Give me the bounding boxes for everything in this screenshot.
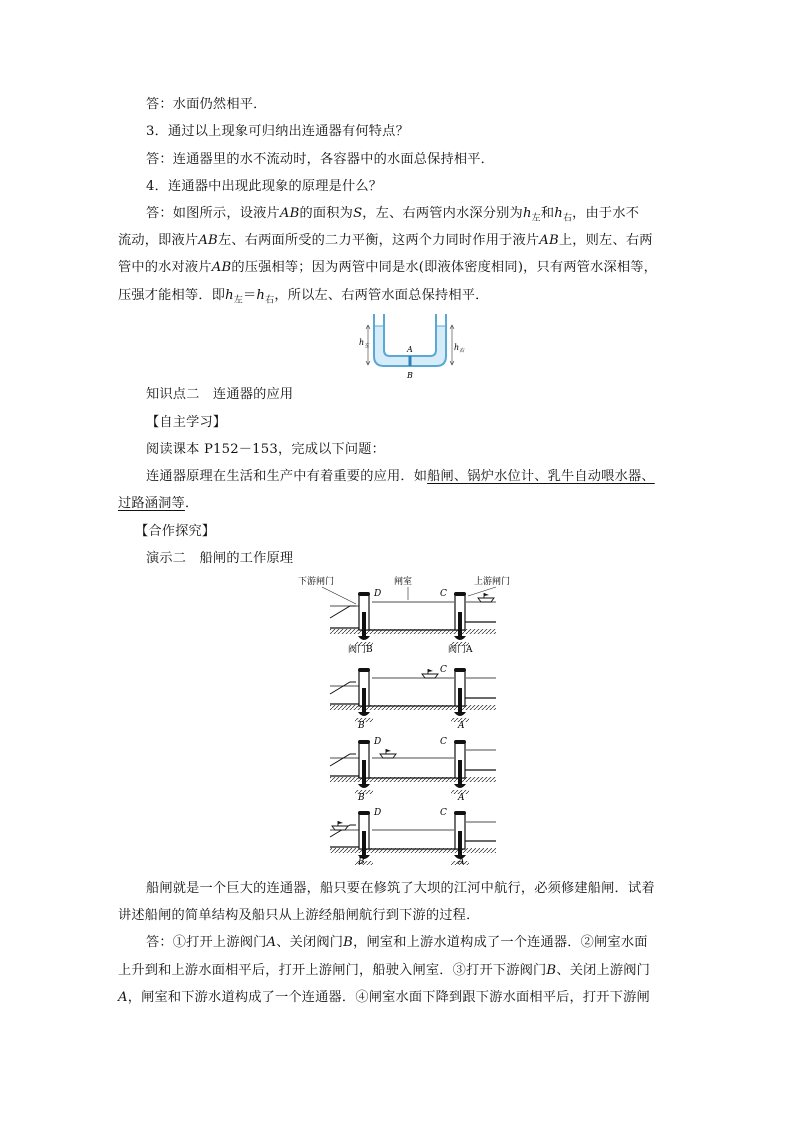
ship-lock-answer-line-3 [118,988,678,1008]
answer-4-line-3 [118,258,678,278]
boat-flag [484,593,489,596]
text-run: 答：如图所示，设液片 [146,206,280,221]
label-b: B [407,371,413,380]
heading-self-study: 【自主学习】 [146,415,227,430]
application-line-1 [146,467,678,487]
text-run: 上，则左、右两 [558,233,653,248]
valve-b [362,760,366,784]
valve-a-label: A [458,857,465,866]
text-run: 压强才能相等．即 [118,288,226,303]
math-subscript: 右 [265,295,275,306]
h-left-label: $h_左$ [359,338,370,349]
ship-lock-intro-line-1: 船闸就是一个巨大的连通器，船只要在修筑了大坝的江河中航行，必须修建船闸．试着 [146,881,655,896]
text-run: ，所以左、右两管水面总保持相平． [274,288,489,303]
math-var: S [353,206,363,221]
canal-bottom [330,622,496,630]
valve-a [458,688,462,712]
ground-hatch [330,705,496,710]
question-3: 3．通过以上现象可归纳出连通器有何特点？ [146,124,409,139]
valve-a-base [454,636,466,640]
downstream-bank [330,754,356,766]
math-var: A [118,990,128,1005]
math-var: AB [211,260,232,275]
label-a: A [407,345,413,354]
canal-bottom [330,770,496,778]
text-run: ＝ [243,288,257,303]
answer-4-line-4 [118,286,678,311]
gate-c-label: C [440,665,447,675]
math-subscript: 右 [562,213,573,224]
valve-a-label: A [458,721,465,731]
valve-a-base [454,712,466,716]
math-subscript: 左 [531,213,541,224]
text-run: 上升到和上游水面相平后，打开上游闸门，船驶入闸室．③打开下游阀门 [118,963,547,978]
downstream-bank [330,606,356,618]
text-run: 、关闭上游阀门 [556,963,651,978]
math-var: h [256,288,266,303]
text-run: ，闸室和上游水道构成了一个连通器．②闸室水面 [353,935,648,950]
answer-3: 答：连通器里的水不流动时，各容器中的水面总保持相平． [146,152,495,167]
question-4: 4．连通器中出现此现象的原理是什么？ [146,179,383,194]
math-var: AB [279,206,300,221]
gate-c-cap [454,592,466,596]
valve-a [458,760,462,784]
math-subscript: 左 [233,295,244,306]
label-chamber: 闸室 [394,577,413,587]
h-right-label: $h_右$ [454,343,465,354]
valve-b-label: B [358,857,365,866]
gate-d-label: D [374,737,382,747]
boat-flag [338,821,343,824]
boat [422,674,438,678]
valve-b-base [358,636,370,640]
gate-c-cap [454,811,466,815]
canal-bottom [330,698,496,706]
lock-panels [330,592,496,865]
math-var: A [266,935,277,950]
text-run: 流动，即液片 [118,233,199,248]
text-run: 和 [540,206,555,221]
ground-hatch [330,629,496,634]
math-var: B [546,963,557,978]
valve-b [362,612,366,636]
heading-cooperative-inquiry: 【合作探究】 [135,524,216,539]
text-run: ，左、右两管内水深分别为 [362,206,523,221]
text-run: ，由于水不 [572,206,640,221]
math-var: AB [198,233,218,248]
canal-bottom [330,841,496,849]
gate-c-label: C [440,589,447,599]
text-run: 管中的水对液片 [118,260,212,275]
gate-d-cap [358,811,370,815]
answer-water-level: 答：水面仍然相平． [146,97,267,112]
label-downstream-gate: 下游闸门 [298,577,335,587]
leader-upstream-gate [468,587,496,596]
valve-b-label: B [358,721,365,731]
valve-b [362,688,366,712]
text-run: 左、右两面所受的二力平衡，这两个力同时作用于液片 [217,233,540,248]
math-var: h [225,288,234,303]
demo-2-title: 演示二 船闸的工作原理 [146,551,294,566]
valve-a-base [454,784,466,788]
answer-4-line-2 [118,231,678,251]
ship-lock-intro-line-2: 讲述船闸的简单结构及船只从上游经船闸航行到下游的过程． [118,908,480,923]
valve-b-label: B [358,793,365,803]
valve-b-base [358,784,370,788]
application-line-2 [118,494,678,514]
text-run: 的面积为 [299,206,354,221]
valve-b-label: 阀门B [348,645,373,655]
leader-downstream-gate [322,587,356,604]
ground-hatch [330,777,496,782]
text-run: ，闸室和下游水道构成了一个连通器．④闸室水面下降到跟下游水面相平后，打开下游闸 [127,990,650,1005]
text-run: 答：①打开上游阀门 [146,935,267,950]
gate-d-cap [358,740,370,744]
valve-a-label: A [458,793,465,803]
math-var: h [522,206,532,221]
valve-a-label: 阀门A [448,645,473,655]
downstream-bank [330,682,356,694]
underlined-answer: 过路涵洞等 [118,496,185,511]
boat-flag [386,749,391,752]
reading-instruction: 阅读课本 P152－153，完成以下问题： [146,442,386,457]
gate-c-label: C [440,737,447,747]
underlined-answer: 船闸、锅炉水位计、乳牛自动喂水器、 [427,469,655,484]
boat-flag [428,669,433,672]
ship-lock-answer-line-1 [146,933,678,953]
valve-b-base [358,712,370,716]
u-tube-svg [356,312,466,380]
gate-d-label: D [374,808,382,818]
label-upstream-gate: 上游闸门 [474,577,511,587]
ship-lock-svg [296,572,528,866]
boat [332,826,348,830]
valve-b [362,831,366,855]
gate-d-cap [358,592,370,596]
ship-lock-answer-line-2 [118,961,678,981]
valve-a [458,612,462,636]
ground-hatch [330,848,496,853]
text-run: 、关闭阀门 [276,935,344,950]
gate-c-cap [454,740,466,744]
text-run: 的压强相等；因为两管中同是水(即液体密度相同)，只有两管水深相等， [231,260,658,275]
ship-lock-figure [296,572,528,866]
u-tube-figure [356,312,466,380]
gate-c-cap [454,668,466,672]
math-var: AB [539,233,559,248]
section-title-knowledge-2: 知识点二 连通器的应用 [146,387,294,402]
gate-d-label: D [374,589,382,599]
gate-d-cap [358,668,370,672]
boat [478,598,494,602]
answer-4-line-1 [146,204,678,229]
boat [380,754,396,758]
gate-c-label: C [440,808,447,818]
math-var: B [343,935,354,950]
math-var: h [554,206,563,221]
valve-a [458,831,462,855]
text-run: ． [184,496,199,511]
text-run: 连通器原理在生活和生产中有着重要的应用．如 [146,469,428,484]
